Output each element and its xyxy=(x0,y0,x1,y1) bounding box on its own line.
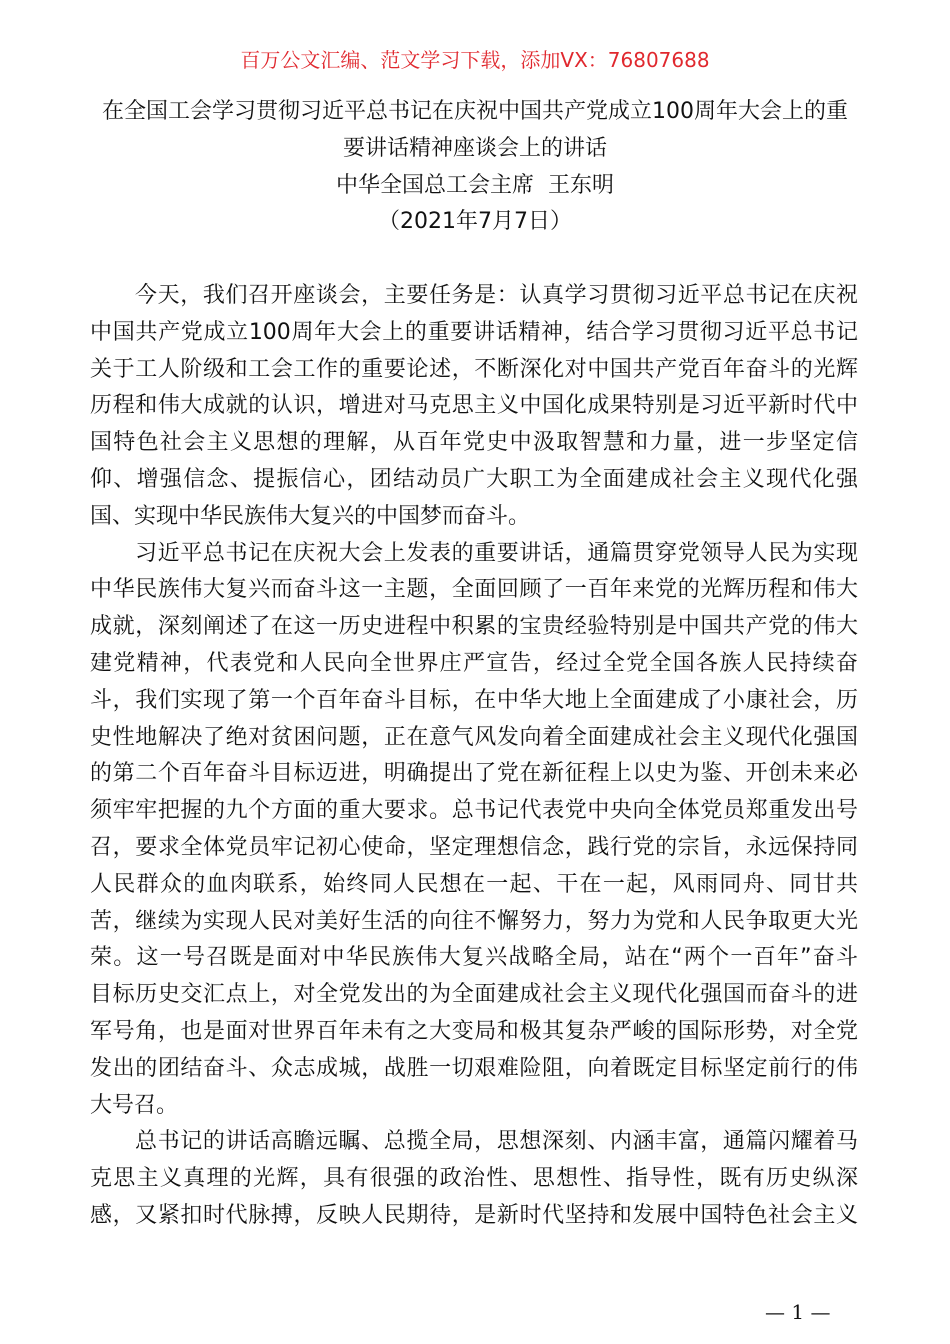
paragraph xyxy=(90,539,858,1128)
paragraph-line: 发出的团结奋斗、众志成城，战胜一切艰难险阻，向着既定目标坚定前行的伟 xyxy=(90,1055,858,1081)
paragraph-line: 习近平总书记在庆祝大会上发表的重要讲话，通篇贯穿党领导人民为实现 xyxy=(135,540,858,566)
document-title-line-1: 在全国工会学习贯彻习近平总书记在庆祝中国共产党成立100周年大会上的重 xyxy=(102,99,848,124)
paragraph-line: 关于工人阶级和工会工作的重要论述，不断深化对中国共产党百年奋斗的光辉 xyxy=(90,356,858,382)
paragraph-line: 须牢牢把握的九个方面的重大要求。总书记代表党中央向全体党员郑重发出号 xyxy=(90,798,858,824)
paragraph-line: 感，又紧扣时代脉搏，反映人民期待，是新时代坚持和发展中国特色社会主义 xyxy=(90,1202,858,1228)
paragraph-line: 荣。这一号召既是面对中华民族伟大复兴战略全局，站在“两个一百年”奋斗 xyxy=(90,945,858,971)
paragraph xyxy=(90,281,858,539)
author-line: 中华全国总工会主席 王东明 xyxy=(336,173,614,198)
paragraph-line: 仰、增强信念、提振信心，团结动员广大职工为全面建成社会主义现代化强 xyxy=(90,466,858,492)
paragraph-line: 国特色社会主义思想的理解，从百年党史中汲取智慧和力量，进一步坚定信 xyxy=(90,430,858,456)
document-body xyxy=(90,281,858,1238)
paragraph-line: 中华民族伟大复兴而奋斗这一主题，全面回顾了一百年来党的光辉历程和伟大 xyxy=(90,577,858,603)
paragraph-line: 成就，深刻阐述了在这一历史进程中积累的宝贵经验特别是中国共产党的伟大 xyxy=(90,614,858,640)
paragraph-line: 的第二个百年奋斗目标迈进，明确提出了党在新征程上以史为鉴、开创未来必 xyxy=(90,761,858,787)
header-banner: 百万公文汇编、范文学习下载，添加VX：76807688 xyxy=(240,48,710,72)
paragraph-line: 克思主义真理的光辉，具有很强的政治性、思想性、指导性，既有历史纵深 xyxy=(90,1166,858,1192)
date-line: （2021年7月7日） xyxy=(378,209,572,234)
paragraph-line: 斗，我们实现了第一个百年奋斗目标，在中华大地上全面建成了小康社会，历 xyxy=(90,687,858,713)
page-number: — 1 — xyxy=(765,1300,831,1324)
paragraph-line: 苦，继续为实现人民对美好生活的向往不懈努力，努力为党和人民争取更大光 xyxy=(90,908,858,934)
paragraph-line: 史性地解决了绝对贫困问题，正在意气风发向着全面建成社会主义现代化强国 xyxy=(90,724,858,750)
document-title-line-2: 要讲话精神座谈会上的讲话 xyxy=(342,136,607,161)
paragraph-line: 中国共产党成立100周年大会上的重要讲话精神，结合学习贯彻习近平总书记 xyxy=(90,319,858,345)
paragraph xyxy=(90,1127,858,1237)
paragraph-line: 国、实现中华民族伟大复兴的中国梦而奋斗。 xyxy=(90,503,531,529)
paragraph-line: 大号召。 xyxy=(90,1092,179,1118)
paragraph-line: 军号角，也是面对世界百年未有之大变局和极其复杂严峻的国际形势，对全党 xyxy=(90,1018,858,1044)
paragraph-line: 人民群众的血肉联系，始终同人民想在一起、干在一起，风雨同舟、同甘共 xyxy=(90,871,858,897)
paragraph-line: 总书记的讲话高瞻远瞩、总揽全局，思想深刻、内涵丰富，通篇闪耀着马 xyxy=(135,1129,858,1155)
paragraph-line: 历程和伟大成就的认识，增进对马克思主义中国化成果特别是习近平新时代中 xyxy=(90,393,858,419)
paragraph-line: 召，要求全体党员牢记初心使命，坚定理想信念，践行党的宗旨，永远保持同 xyxy=(90,834,858,860)
paragraph-line: 今天，我们召开座谈会，主要任务是：认真学习贯彻习近平总书记在庆祝 xyxy=(135,283,858,308)
paragraph-line: 建党精神，代表党和人民向全世界庄严宣告，经过全党全国各族人民持续奋 xyxy=(90,650,858,676)
paragraph-line: 目标历史交汇点上，对全党发出的为全面建成社会主义现代化强国而奋斗的进 xyxy=(90,982,858,1008)
